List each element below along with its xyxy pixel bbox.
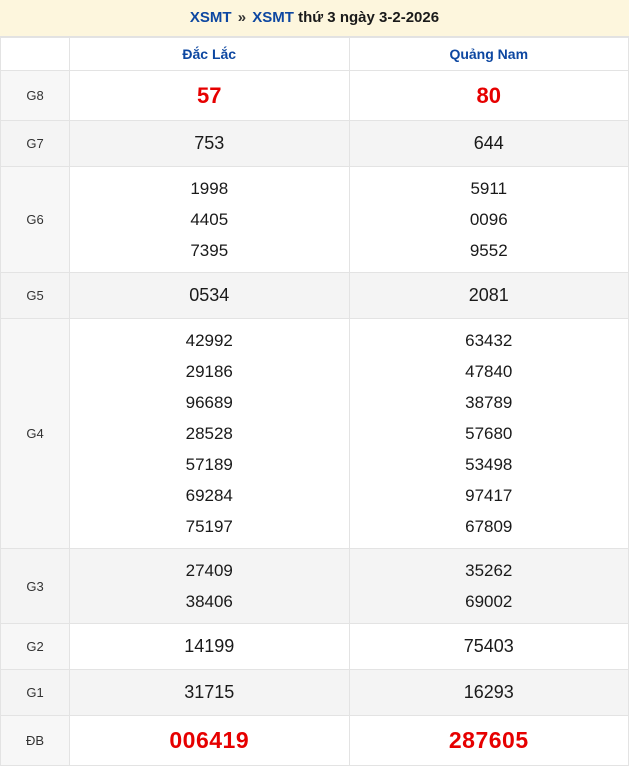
prize-numbers-cell [349, 121, 629, 167]
prize-number: 97417 [465, 486, 513, 505]
prize-number: 16293 [463, 682, 514, 702]
brand-label: XSMT [189, 9, 232, 26]
prize-label: G3 [1, 549, 70, 624]
table-row [1, 624, 629, 670]
province-header-0: Đắc Lắc [70, 38, 350, 71]
prize-label: G8 [1, 71, 70, 121]
results-table [0, 37, 629, 766]
prize-numbers-cell [70, 273, 350, 319]
prize-numbers-cell [349, 716, 629, 766]
prize-label: G4 [1, 319, 70, 549]
table-header [1, 38, 629, 71]
prize-number: 5911 [470, 179, 508, 198]
table-row [1, 71, 629, 121]
day-label: thứ 3 [298, 9, 336, 26]
prize-label: G7 [1, 121, 70, 167]
prize-label: G5 [1, 273, 70, 319]
prize-number: 1998 [190, 179, 229, 198]
prize-numbers-cell [349, 624, 629, 670]
prize-number: 53498 [465, 455, 513, 474]
prize-numbers-cell [70, 121, 350, 167]
prize-numbers-cell [70, 716, 350, 766]
prize-number: 753 [194, 133, 225, 153]
prize-number: 006419 [169, 727, 250, 753]
prize-numbers-cell [349, 71, 629, 121]
prize-number: 67809 [465, 517, 513, 536]
prize-number: 29186 [185, 362, 233, 381]
prize-number: 28528 [185, 424, 233, 443]
table-row [1, 273, 629, 319]
prize-number: 57680 [465, 424, 513, 443]
prize-number: 75403 [463, 636, 514, 656]
prize-number: 31715 [184, 682, 235, 702]
prize-numbers-cell [70, 319, 350, 549]
prize-number: 2081 [468, 285, 509, 305]
prize-number: 38789 [465, 393, 513, 412]
prize-numbers-cell [349, 273, 629, 319]
prize-label: ĐB [1, 716, 70, 766]
prize-number: 63432 [465, 331, 513, 350]
region-label: XSMT [252, 9, 294, 26]
prize-number: 7395 [190, 241, 229, 260]
table-row [1, 167, 629, 273]
prize-numbers-cell [349, 549, 629, 624]
prize-number: 0096 [469, 210, 508, 229]
prize-numbers-cell [70, 167, 350, 273]
province-header-1: Quảng Nam [349, 38, 629, 71]
title-separator: » [237, 9, 247, 26]
prize-label: G1 [1, 670, 70, 716]
prize-column-header [1, 38, 70, 71]
prize-number: 644 [473, 133, 504, 153]
prize-number: 47840 [465, 362, 513, 381]
table-row [1, 319, 629, 549]
page-title [0, 0, 629, 37]
prize-number: 69284 [185, 486, 233, 505]
prize-number: 96689 [185, 393, 233, 412]
prize-numbers-cell [349, 167, 629, 273]
prize-number: 35262 [465, 561, 513, 580]
prize-number: 75197 [185, 517, 233, 536]
date-prefix-label: ngày [339, 9, 375, 26]
prize-number: 9552 [469, 241, 508, 260]
prize-number: 4405 [190, 210, 229, 229]
prize-number: 14199 [184, 636, 235, 656]
table-row [1, 121, 629, 167]
prize-number: 27409 [185, 561, 233, 580]
prize-label: G6 [1, 167, 70, 273]
prize-number: 0534 [189, 285, 230, 305]
table-row [1, 549, 629, 624]
table-header-row [1, 38, 629, 71]
prize-number: 57189 [185, 455, 233, 474]
prize-number: 69002 [465, 592, 513, 611]
table-row [1, 716, 629, 766]
date-label: 3-2-2026 [379, 9, 440, 26]
prize-numbers-cell [70, 71, 350, 121]
table-body [1, 71, 629, 766]
prize-number: 38406 [185, 592, 233, 611]
prize-number: 287605 [448, 727, 529, 753]
prize-number: 80 [476, 83, 501, 108]
prize-numbers-cell [70, 549, 350, 624]
prize-label: G2 [1, 624, 70, 670]
prize-numbers-cell [349, 319, 629, 549]
prize-number: 57 [197, 83, 222, 108]
prize-numbers-cell [70, 624, 350, 670]
prize-number: 42992 [185, 331, 233, 350]
